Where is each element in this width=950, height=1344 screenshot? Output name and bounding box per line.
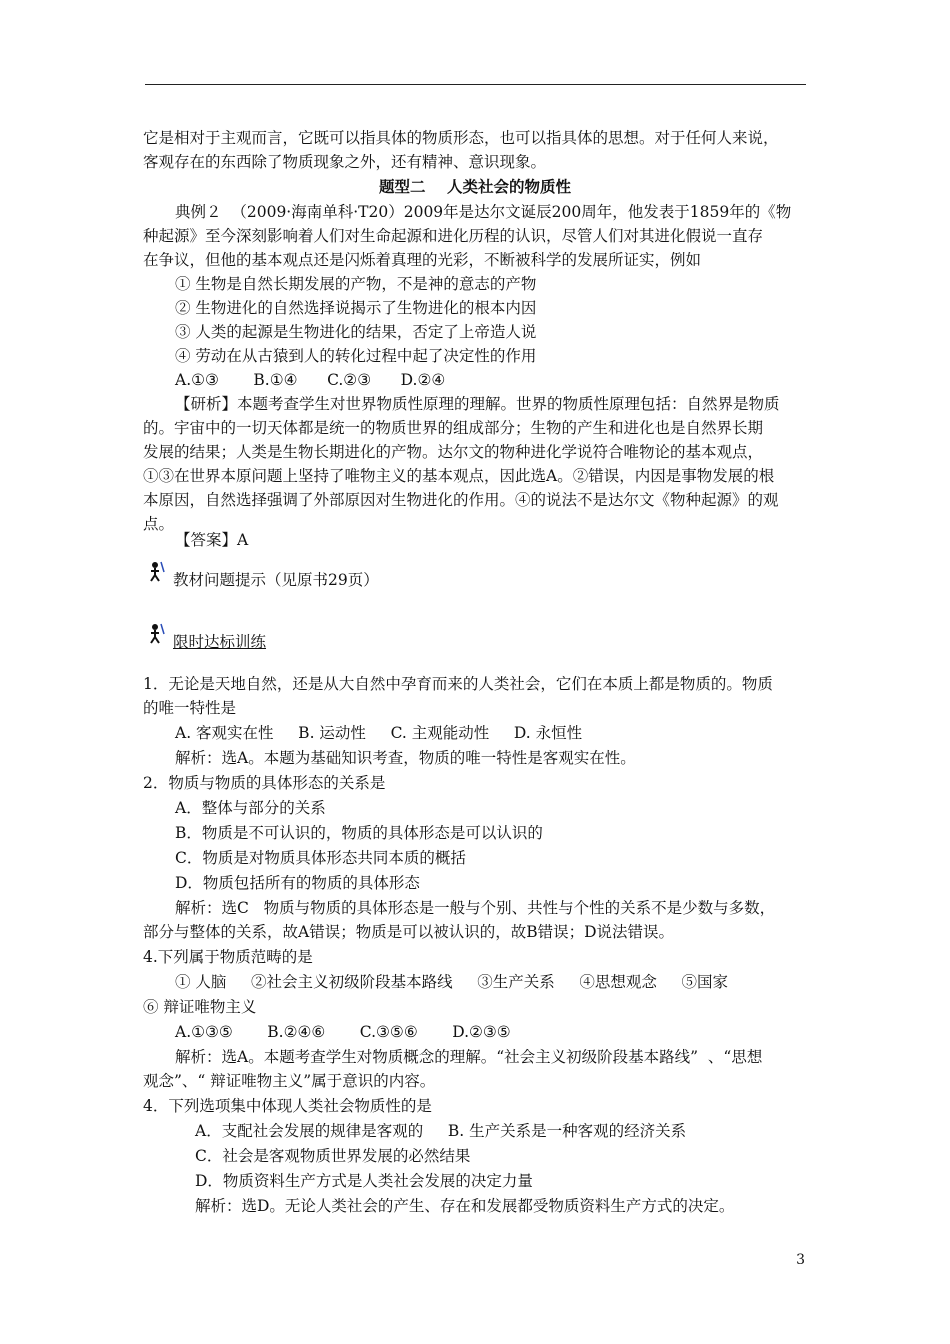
example-option: ② 生物进化的自然选择说揭示了生物进化的根本内因 [175,299,537,317]
question-choices: A.①③⑤ B.②④⑥ C.③⑤⑥ D.②③⑤ [175,1023,511,1041]
reading-figure-icon [147,622,167,644]
reading-figure-icon [147,560,167,582]
question-option: C．物质是对物质具体形态共同本质的概括 [175,849,466,867]
question-choices: A. 客观实在性 B. 运动性 C. 主观能动性 D. 永恒性 [175,724,583,742]
analysis-line: 的。宇宙中的一切天体都是统一的物质世界的组成部分；生物的产生和进化也是自然界长期 [143,419,764,437]
analysis-line: 解析：选A。本题考查学生对物质概念的理解。“社会主义初级阶段基本路线” 、“思想 [175,1048,763,1066]
question-option: A．整体与部分的关系 [175,799,326,817]
example-option: ① 生物是自然长期发展的产物，不是神的意志的产物 [175,275,537,293]
question-option: D．物质包括所有的物质的具体形态 [175,874,420,892]
analysis-line: 解析：选C 物质与物质的具体形态是一般与个别、共性与个性的关系不是少数与多数， [175,899,776,917]
text-line: 它是相对于主观而言，它既可以指具体的物质形态，也可以指具体的思想。对于任何人来说， [143,129,779,147]
textbook-hint: 教材问题提示（见原书29页） [173,571,379,589]
analysis-line: 观念”、“ 辩证唯物主义”属于意识的内容。 [143,1072,436,1090]
example-choices: A.①③ B.①④ C.②③ D.②④ [175,371,446,389]
question-option: ① 人脑 ②社会主义初级阶段基本路线 ③生产关系 ④思想观念 ⑤国家 [175,973,728,991]
question-option: A．支配社会发展的规律是客观的 B. 生产关系是一种客观的经济关系 [195,1122,687,1140]
question-option: B．物质是不可认识的，物质的具体形态是可以认识的 [175,824,543,842]
training-title: 限时达标训练 [173,633,267,651]
example-option: ④ 劳动在从古猿到人的转化过程中起了决定性的作用 [175,347,537,365]
question-line: 的唯一特性是 [143,699,237,717]
analysis-line: 解析：选A。本题为基础知识考查，物质的唯一特性是客观实在性。 [175,749,636,767]
example-option: ③ 人类的起源是生物进化的结果，否定了上帝造人说 [175,323,537,341]
example-line: 典例２ （2009·海南单科·T20）2009年是达尔文诞辰200周年，他发表于1859年的《物 [175,203,792,221]
analysis-line: 本原因，自然选择强调了外部原因对生物进化的作用。④的说法不是达尔文《物种起源》的观 [143,491,779,509]
section-title: 题型二 人类社会的物质性 [378,177,572,196]
question-line: 1．无论是天地自然，还是从大自然中孕育而来的人类社会，它们在本质上都是物质的。物质 [143,675,773,693]
question-option: ⑥ 辩证唯物主义 [143,998,257,1016]
analysis-line: 部分与整体的关系，故A错误；物质是可以被认识的，故B错误；D说法错误。 [143,923,675,941]
text-line: 客观存在的东西除了物质现象之外，还有精神、意识现象。 [143,153,547,171]
example-line: 种起源》至今深刻影响着人们对生命起源和进化历程的认识，尽管人们对其进化假说一直存 [143,227,764,245]
answer: 【答案】A [175,531,249,549]
analysis-line: ①③在世界本原问题上坚持了唯物主义的基本观点，因此选A。②错误，内因是事物发展的根 [143,467,775,485]
header-rule [145,84,806,85]
question-option: C．社会是客观物质世界发展的必然结果 [195,1147,471,1165]
analysis-line: 发展的结果；人类是生物长期进化的产物。达尔文的物种进化学说符合唯物论的基本观点， [143,443,764,461]
analysis-line: 【研析】本题考查学生对世界物质性原理的理解。世界的物质性原理包括：自然界是物质 [175,395,780,413]
example-line: 在争议，但他的基本观点还是闪烁着真理的光彩，不断被科学的发展所证实，例如 [143,251,702,269]
question-option: D．物质资料生产方式是人类社会发展的决定力量 [195,1172,533,1190]
question-line: 2．物质与物质的具体形态的关系是 [143,774,386,792]
analysis-line: 解析：选D。无论人类社会的产生、存在和发展都受物质资料生产方式的决定。 [195,1197,735,1215]
analysis-line: 点。 [143,515,175,533]
question-line: 4．下列选项集中体现人类社会物质性的是 [143,1097,432,1115]
page-number: 3 [796,1252,805,1268]
question-line: 4.下列属于物质范畴的是 [143,948,313,966]
